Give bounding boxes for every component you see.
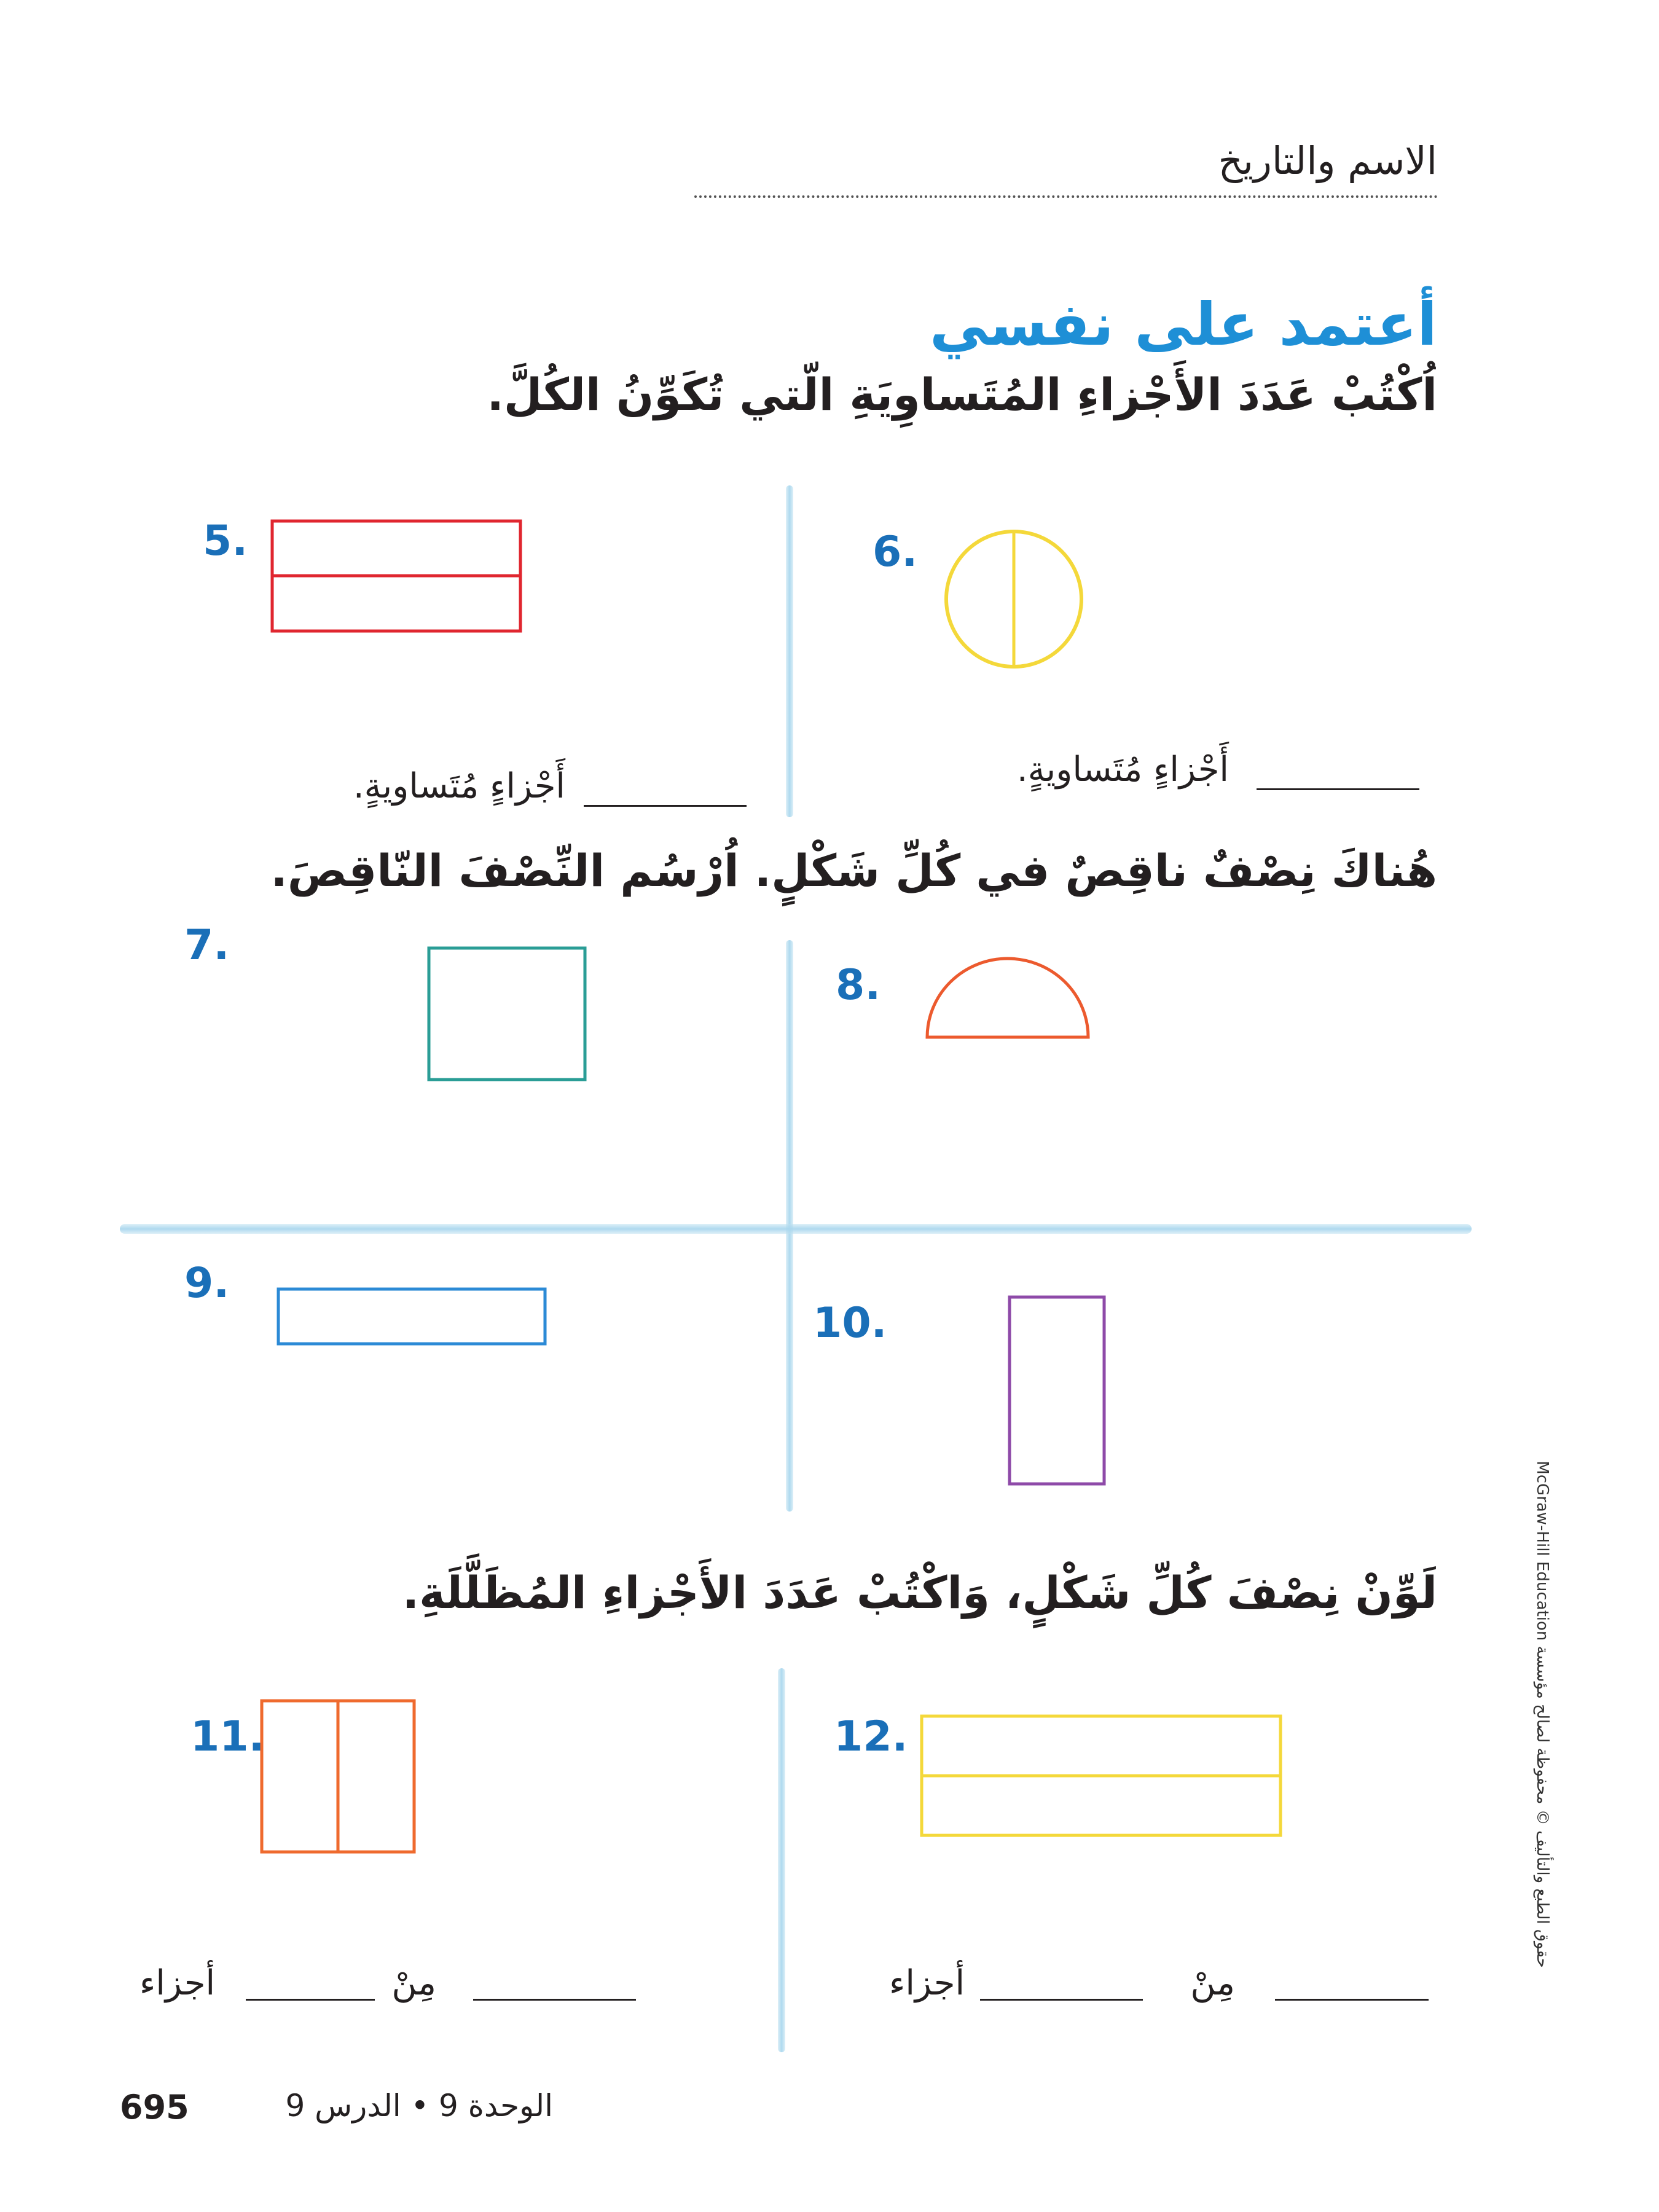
copyright-credit: حقوق الطبع والتأليف © محفوظة لصالح مؤسسة McGraw-Hill Education xyxy=(1533,1461,1551,1968)
problem-12-number: 12. xyxy=(834,1712,908,1761)
problem-11-number: 11. xyxy=(190,1712,265,1761)
problem-10-rectangle xyxy=(1008,1295,1106,1486)
problem-12-rectangle xyxy=(920,1714,1282,1837)
problem-6-answer-label: أَجْزاءٍ مُتَساويةٍ. xyxy=(1016,750,1229,790)
problem-11-blank-2[interactable] xyxy=(246,1999,375,2001)
instruction-1: اُكْتُبْ عَدَدَ الأَجْزاءِ المُتَساوِيَةِ الّتي تُكَوِّنُ الكُلَّ. xyxy=(487,369,1437,420)
section-title: أعتمد على نفسي xyxy=(929,290,1437,359)
problem-11-rectangle xyxy=(260,1699,416,1854)
problem-12-parts-word: أجزاء xyxy=(889,1963,965,2003)
problem-12-blank-2[interactable] xyxy=(980,1999,1143,2001)
divider-vertical-bottom xyxy=(778,1668,785,2052)
problem-7-rectangle xyxy=(427,946,587,1081)
problem-10-number: 10. xyxy=(813,1299,887,1347)
problem-8-number: 8. xyxy=(836,961,881,1010)
problem-5-number: 5. xyxy=(203,517,248,565)
problem-7-number: 7. xyxy=(184,921,230,970)
problem-12-from-word: مِنْ xyxy=(1190,1963,1235,2003)
problem-12-blank-1[interactable] xyxy=(1275,1999,1429,2001)
problem-6-answer-blank[interactable] xyxy=(1257,788,1419,790)
problem-9-number: 9. xyxy=(184,1259,230,1308)
problem-6-number: 6. xyxy=(873,528,918,576)
page-number: 695 xyxy=(120,2088,189,2127)
problem-11-parts-word: أجزاء xyxy=(139,1963,215,2003)
divider-horizontal xyxy=(120,1224,1472,1234)
instruction-3: لَوِّنْ نِصْفَ كُلِّ شَكْلٍ، وَاكْتُبْ عَدَدَ الأَجْزاءِ المُظَلَّلَةِ. xyxy=(402,1567,1437,1618)
problem-5-answer-label: أَجْزاءٍ مُتَساويةٍ. xyxy=(353,766,565,806)
name-date-label: الاسم والتاريخ xyxy=(1218,138,1437,183)
problem-9-rectangle xyxy=(276,1287,547,1346)
problem-11-from-word: مِنْ xyxy=(391,1963,436,2003)
problem-5-answer-blank[interactable] xyxy=(584,805,747,807)
divider-vertical-top xyxy=(786,485,793,817)
unit-lesson-label: الوحدة 9 • الدرس 9 xyxy=(285,2088,553,2124)
problem-5-rectangle xyxy=(270,519,522,633)
problem-11-blank-1[interactable] xyxy=(473,1999,636,2001)
problem-8-semicircle xyxy=(925,955,1091,1041)
name-date-dotted-line[interactable] xyxy=(694,195,1438,198)
problem-6-circle xyxy=(943,528,1084,670)
instruction-2: هُناكَ نِصْفٌ ناقِصٌ في كُلِّ شَكْلٍ. اُرْسُم النِّصْفَ النّاقِصَ. xyxy=(270,845,1437,896)
